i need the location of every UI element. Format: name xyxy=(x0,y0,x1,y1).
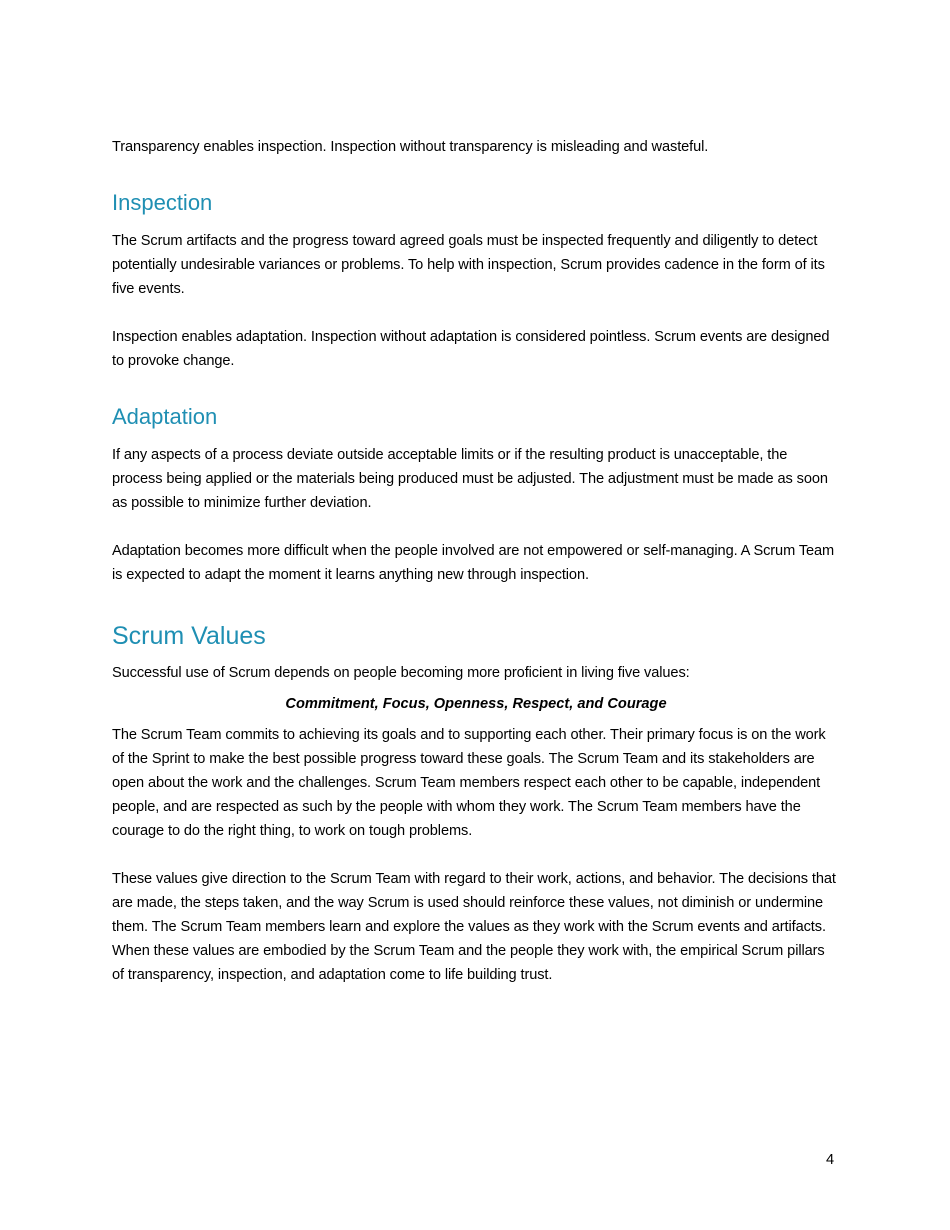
values-paragraph-1: The Scrum Team commits to achieving its goals and to supporting each other. Their primary focus is on the work of the Sprint to make the best possible progress toward these goals. The Scrum Team and its stakeholders are open about the work and the challenges. Scrum Team members respect each other to be capable, independent people, and are respected as such by the people with whom they work. The Scrum Team members have the courage to do the right thing, to work on tough problems. xyxy=(112,727,826,839)
inspection-paragraph-2: Inspection enables adaptation. Inspection without adaptation is considered pointless. Scrum events are designed to provoke change. xyxy=(112,329,830,369)
inspection-heading: Inspection xyxy=(112,190,213,215)
scrum-values-heading: Scrum Values xyxy=(112,622,266,650)
adaptation-paragraph-1: If any aspects of a process deviate outside acceptable limits or if the resulting product is unacceptable, the process being applied or the materials being produced must be adjusted. The adjustment must be made as soon as possible to minimize further deviation. xyxy=(112,447,828,511)
five-values-line: Commitment, Focus, Openness, Respect, and Courage xyxy=(285,696,667,712)
transparency-closing-paragraph: Transparency enables inspection. Inspection without transparency is misleading and wasteful. xyxy=(112,139,709,155)
adaptation-paragraph-2: Adaptation becomes more difficult when the people involved are not empowered or self-managing. A Scrum Team is expected to adapt the moment it learns anything new through inspection. xyxy=(112,543,835,583)
values-intro-paragraph: Successful use of Scrum depends on people becoming more proficient in living five values: xyxy=(112,665,690,681)
adaptation-heading: Adaptation xyxy=(112,404,218,429)
values-paragraph-2: These values give direction to the Scrum Team with regard to their work, actions, and behavior. The decisions that are made, the steps taken, and the way Scrum is used should reinforce these values, not diminish or undermine them. The Scrum Team members learn and explore the values as they work with the Scrum events and artifacts. When these values are embodied by the Scrum Team and the people they work with, the empirical Scrum pillars of transparency, inspection, and adaptation come to life building trust. xyxy=(112,871,836,983)
inspection-paragraph-1: The Scrum artifacts and the progress toward agreed goals must be inspected frequently and diligently to detect potentially undesirable variances or problems. To help with inspection, Scrum provides cadence in the form of its five events. xyxy=(112,233,825,297)
page-number: 4 xyxy=(826,1152,835,1168)
